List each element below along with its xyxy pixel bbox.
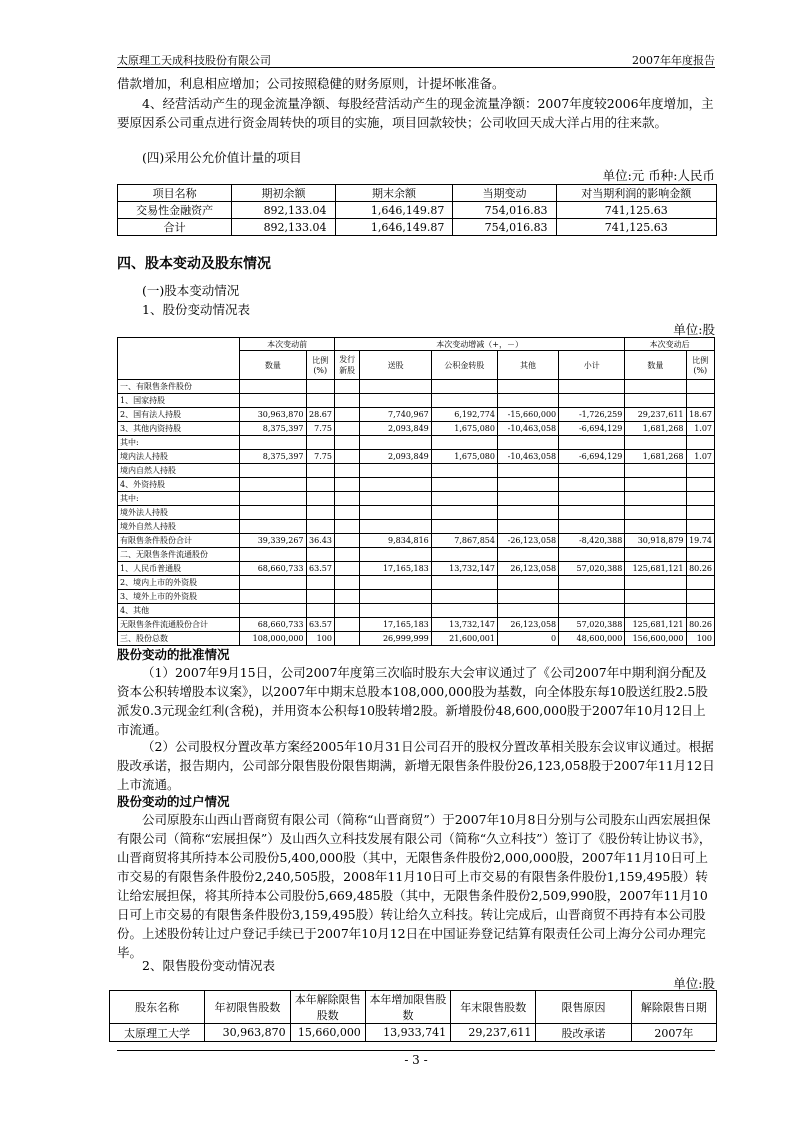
row-label: 3、其他内资持股 xyxy=(118,422,240,436)
table-row xyxy=(118,436,715,450)
cell: 29,237,611 xyxy=(451,1024,536,1042)
th-before: 本次变动前 xyxy=(240,338,335,351)
cell: 1,681,268 xyxy=(625,450,686,464)
transfer-title: 股份变动的过户情况 xyxy=(117,794,230,809)
cell xyxy=(431,492,497,506)
cell: 26,999,999 xyxy=(360,632,431,646)
header-company: 太原理工天成科技股份有限公司 xyxy=(117,54,271,67)
cell xyxy=(334,548,359,562)
table-row xyxy=(118,202,717,219)
para-top: 借款增加，利息相应增加；公司按照稳健的财务原则，计提坏帐准备。 xyxy=(117,76,505,91)
unit-label-1: 单位:元 币种:人民币 xyxy=(602,168,715,183)
th-new: 发行新股 xyxy=(334,351,359,380)
table-row xyxy=(118,562,715,576)
cell: 754,016.83 xyxy=(453,202,556,219)
cell xyxy=(431,604,497,618)
cell xyxy=(431,576,497,590)
row-label: 3、境外上市的外资股 xyxy=(118,590,240,604)
cell xyxy=(334,576,359,590)
cell xyxy=(334,590,359,604)
cell: 股改承诺 xyxy=(536,1024,631,1042)
cell: 合计 xyxy=(118,219,232,236)
cell xyxy=(306,520,334,534)
cell xyxy=(306,506,334,520)
cell: 2007年 xyxy=(631,1024,716,1042)
row-label: 无限售条件流通股份合计 xyxy=(118,618,240,632)
th-start: 年初限售股数 xyxy=(205,991,290,1024)
th-holder: 股东名称 xyxy=(110,991,205,1024)
cell xyxy=(240,576,306,590)
cell xyxy=(360,548,431,562)
th-bonus: 送股 xyxy=(360,351,431,380)
cell xyxy=(306,464,334,478)
cell xyxy=(306,604,334,618)
th-qty2: 数量 xyxy=(625,351,686,380)
cell xyxy=(240,548,306,562)
cell xyxy=(334,450,359,464)
cell xyxy=(559,492,625,506)
cell xyxy=(559,436,625,450)
approval-para-1: （1）2007年9月15日，公司2007年度第三次临时股东大会审议通过了《公司2007年中期利润分配及资本公积转增股本议案》，以2007年中期末总股本108,000,000股为基数，向全体股东每10股送红股2.5股派发0.3元现金红利(含税)，并用资本公积每10股转增2股。新增股份48,600,000股于2007年10月12日上市流通。 xyxy=(117,665,708,737)
cell xyxy=(497,394,558,408)
cell xyxy=(497,436,558,450)
restricted-share-table xyxy=(109,990,717,1042)
cell: 68,660,733 xyxy=(240,562,306,576)
cell: -26,123,058 xyxy=(497,534,558,548)
cell xyxy=(497,520,558,534)
section4-title: (四)采用公允价值计量的项目 xyxy=(142,150,302,165)
cell xyxy=(240,604,306,618)
approval-para-2: （2）公司股权分置改革方案经2005年10月31日公司召开的股权分置改革相关股东会议审议通过。根据股改承诺，报告期内，公司部分限售股份限售期满，新增无限售条件股份26,123,058股于2007年11月12日上市流通。 xyxy=(117,739,715,792)
cell: 36.43 xyxy=(306,534,334,548)
cell xyxy=(306,548,334,562)
table-row xyxy=(118,478,715,492)
cell xyxy=(334,604,359,618)
cell: 156,600,000 xyxy=(625,632,686,646)
cell xyxy=(686,478,715,492)
cell: 30,918,879 xyxy=(625,534,686,548)
share-change-table xyxy=(117,337,715,646)
row-label: 1、国家持股 xyxy=(118,394,240,408)
cell: -10,463,058 xyxy=(497,450,558,464)
th-reserve: 公积金转股 xyxy=(431,351,497,380)
cell xyxy=(360,506,431,520)
cell xyxy=(334,534,359,548)
header-report: 2007年年度报告 xyxy=(632,54,715,67)
cell: 13,732,147 xyxy=(431,618,497,632)
cell: 1.07 xyxy=(686,450,715,464)
cell xyxy=(334,618,359,632)
cell xyxy=(625,576,686,590)
cell xyxy=(497,380,558,394)
fair-value-table xyxy=(117,184,717,236)
table-row xyxy=(118,464,715,478)
row-label: 2、国有法人持股 xyxy=(118,408,240,422)
cell xyxy=(431,590,497,604)
cell xyxy=(686,380,715,394)
cell: 13,732,147 xyxy=(431,562,497,576)
cell: 125,681,121 xyxy=(625,618,686,632)
row-label: 4、外资持股 xyxy=(118,478,240,492)
cell xyxy=(306,394,334,408)
cell: 29,237,611 xyxy=(625,408,686,422)
cell xyxy=(431,394,497,408)
cell xyxy=(686,436,715,450)
row-label: 境外法人持股 xyxy=(118,506,240,520)
cell: -1,726,259 xyxy=(559,408,625,422)
table-row xyxy=(118,576,715,590)
table-row xyxy=(118,422,715,436)
cell: 17,165,183 xyxy=(360,618,431,632)
cell xyxy=(625,380,686,394)
th-blank xyxy=(118,338,240,380)
cell xyxy=(240,464,306,478)
cell xyxy=(625,548,686,562)
cell xyxy=(431,478,497,492)
row-label: 4、其他 xyxy=(118,604,240,618)
cell: -15,660,000 xyxy=(497,408,558,422)
cell xyxy=(559,380,625,394)
cell xyxy=(240,506,306,520)
main-section-title: 四、股本变动及股东情况 xyxy=(117,256,271,272)
cell xyxy=(360,520,431,534)
cell xyxy=(334,632,359,646)
cell xyxy=(686,520,715,534)
cell: 9,834,816 xyxy=(360,534,431,548)
cell: 892,133.04 xyxy=(232,202,335,219)
cell xyxy=(686,604,715,618)
cell: 100 xyxy=(306,632,334,646)
table-row xyxy=(118,534,715,548)
row-label: 其中: xyxy=(118,436,240,450)
cell xyxy=(431,380,497,394)
cell: 100 xyxy=(686,632,715,646)
cell xyxy=(431,436,497,450)
table-header-row xyxy=(110,991,717,1024)
row-label: 一、有限售条件股份 xyxy=(118,380,240,394)
cell: 754,016.83 xyxy=(453,219,556,236)
cell xyxy=(240,478,306,492)
row-label: 境内自然人持股 xyxy=(118,464,240,478)
cell: -10,463,058 xyxy=(497,422,558,436)
cell xyxy=(360,380,431,394)
group-header-row xyxy=(118,338,715,351)
cell: 28.67 xyxy=(306,408,334,422)
cell xyxy=(360,576,431,590)
th-item: 项目名称 xyxy=(118,185,232,202)
table-row xyxy=(118,394,715,408)
cell xyxy=(497,590,558,604)
page-header xyxy=(117,52,715,68)
cell: 68,660,733 xyxy=(240,618,306,632)
cell xyxy=(497,478,558,492)
cell xyxy=(360,590,431,604)
th-closing: 期末余额 xyxy=(335,185,453,202)
cell xyxy=(360,436,431,450)
cell xyxy=(431,506,497,520)
cell xyxy=(559,548,625,562)
cell xyxy=(559,604,625,618)
cell xyxy=(334,394,359,408)
table-row xyxy=(118,632,715,646)
cell: 108,000,000 xyxy=(240,632,306,646)
th-opening: 期初余额 xyxy=(232,185,335,202)
subsection-title: (一)股本变动情况 xyxy=(142,283,240,298)
th-impact: 对当期利润的影响金额 xyxy=(556,185,716,202)
cell xyxy=(334,562,359,576)
cell xyxy=(497,464,558,478)
table-row xyxy=(118,604,715,618)
cell xyxy=(306,380,334,394)
unit-label-3: 单位:股 xyxy=(673,976,715,991)
cell xyxy=(334,464,359,478)
cell xyxy=(360,604,431,618)
cell: 30,963,870 xyxy=(205,1024,290,1042)
cell xyxy=(559,506,625,520)
table-row xyxy=(118,590,715,604)
para-4: 4、经营活动产生的现金流量净额、每股经营活动产生的现金流量净额：2007年度较2006年度增加，主要原因系公司重点进行资金周转快的项目的实施，项目回款较快；公司收回天成大洋占用的往来款。 xyxy=(117,96,714,130)
cell: 太原理工大学 xyxy=(110,1024,205,1042)
cell: 48,600,000 xyxy=(559,632,625,646)
th-ratio: 比例(%) xyxy=(306,351,334,380)
cell: 1,675,080 xyxy=(431,422,497,436)
cell xyxy=(686,394,715,408)
cell xyxy=(334,422,359,436)
th-end: 年末限售股数 xyxy=(451,991,536,1024)
cell: 交易性金融资产 xyxy=(118,202,232,219)
cell xyxy=(240,380,306,394)
transfer-para: 公司原股东山西山晋商贸有限公司（简称“山晋商贸”）于2007年10月8日分别与公司股东山西宏展担保有限公司（简称“宏展担保”）及山西久立科技发展有限公司（简称“久立科技”）签订了《股份转让协议书》，山晋商贸将其所持本公司股份5,400,000股（其中，无限售条件股份2,000,000股，2007年11月10日可上市交易的有限售条件股份2,240,505股，2008年11月10日可上市交易的有限售条件股份1,159,495股）转让给宏展担保，将其所持本公司股份5,669,485股（其中，无限售条件股份2,509,990股，2007年11月10日可上市交易的有限售条件股份3,159,495股）转让给久立科技。转让完成后，山晋商贸不再持有本公司股份。上述股份转让过户登记手续已于2007年10月12日在中国证券登记结算有限责任公司上海分公司办理完毕。 xyxy=(117,812,712,960)
cell xyxy=(686,576,715,590)
cell xyxy=(360,464,431,478)
cell: 15,660,000 xyxy=(290,1024,365,1042)
cell: 1,681,268 xyxy=(625,422,686,436)
cell: 30,963,870 xyxy=(240,408,306,422)
cell: -6,694,129 xyxy=(559,450,625,464)
cell: 892,133.04 xyxy=(232,219,335,236)
table-row xyxy=(118,548,715,562)
cell: 18.67 xyxy=(686,408,715,422)
row-label: 二、无限售条件流通股份 xyxy=(118,548,240,562)
cell: 26,123,058 xyxy=(497,618,558,632)
cell: 2,093,849 xyxy=(360,422,431,436)
row-label: 其中: xyxy=(118,492,240,506)
table-row xyxy=(118,520,715,534)
cell xyxy=(240,436,306,450)
row-label: 有限售条件股份合计 xyxy=(118,534,240,548)
cell xyxy=(334,408,359,422)
th-change: 本次变动增减（+，－） xyxy=(334,338,624,351)
cell: 2,093,849 xyxy=(360,450,431,464)
cell xyxy=(431,464,497,478)
cell: 1.07 xyxy=(686,422,715,436)
cell xyxy=(334,520,359,534)
th-after: 本次变动后 xyxy=(625,338,715,351)
cell: 1,675,080 xyxy=(431,450,497,464)
cell xyxy=(431,548,497,562)
cell: 6,192,774 xyxy=(431,408,497,422)
table-row xyxy=(118,506,715,520)
unit-label-2: 单位:股 xyxy=(673,322,715,337)
th-other: 其他 xyxy=(497,351,558,380)
cell xyxy=(625,394,686,408)
cell xyxy=(686,548,715,562)
cell xyxy=(360,478,431,492)
cell: 7.75 xyxy=(306,422,334,436)
cell xyxy=(334,478,359,492)
cell: 1,646,149.87 xyxy=(335,219,453,236)
cell xyxy=(306,492,334,506)
cell xyxy=(559,394,625,408)
cell xyxy=(686,590,715,604)
cell xyxy=(625,464,686,478)
table-row xyxy=(118,492,715,506)
subsection-title-3: 2、限售股份变动情况表 xyxy=(142,958,275,973)
cell xyxy=(497,604,558,618)
th-date: 解除限售日期 xyxy=(631,991,716,1024)
cell: 80.26 xyxy=(686,562,715,576)
cell xyxy=(497,548,558,562)
th-change: 当期变动 xyxy=(453,185,556,202)
cell: 39,339,267 xyxy=(240,534,306,548)
cell: 57,020,388 xyxy=(559,618,625,632)
cell xyxy=(240,394,306,408)
cell: 19.74 xyxy=(686,534,715,548)
cell xyxy=(686,506,715,520)
th-subtotal: 小计 xyxy=(559,351,625,380)
cell xyxy=(306,590,334,604)
cell: 741,125.63 xyxy=(556,219,716,236)
cell xyxy=(240,590,306,604)
cell xyxy=(497,492,558,506)
cell: 741,125.63 xyxy=(556,202,716,219)
cell: 8,375,397 xyxy=(240,422,306,436)
cell xyxy=(306,478,334,492)
cell xyxy=(625,436,686,450)
cell: 1,646,149.87 xyxy=(335,202,453,219)
cell: 7,867,854 xyxy=(431,534,497,548)
cell xyxy=(306,576,334,590)
cell: -6,694,129 xyxy=(559,422,625,436)
table-row xyxy=(118,380,715,394)
cell xyxy=(625,604,686,618)
cell: 26,123,058 xyxy=(497,562,558,576)
cell xyxy=(360,492,431,506)
cell xyxy=(625,520,686,534)
row-label: 1、人民币普通股 xyxy=(118,562,240,576)
cell: 7.75 xyxy=(306,450,334,464)
cell xyxy=(559,520,625,534)
cell xyxy=(686,492,715,506)
cell xyxy=(625,492,686,506)
cell xyxy=(240,520,306,534)
cell xyxy=(686,464,715,478)
table-row xyxy=(118,450,715,464)
cell xyxy=(559,478,625,492)
cell: 125,681,121 xyxy=(625,562,686,576)
table-row xyxy=(118,408,715,422)
table-row xyxy=(110,1024,717,1042)
cell xyxy=(431,520,497,534)
cell xyxy=(497,576,558,590)
cell xyxy=(334,436,359,450)
cell: 0 xyxy=(497,632,558,646)
cell: 63.57 xyxy=(306,562,334,576)
cell xyxy=(559,464,625,478)
cell: 17,165,183 xyxy=(360,562,431,576)
cell: 57,020,388 xyxy=(559,562,625,576)
row-label: 境外自然人持股 xyxy=(118,520,240,534)
th-reason: 限售原因 xyxy=(536,991,631,1024)
cell xyxy=(625,590,686,604)
table-row xyxy=(118,219,717,236)
cell: 13,933,741 xyxy=(365,1024,450,1042)
row-label: 2、境内上市的外资股 xyxy=(118,576,240,590)
th-added: 本年增加限售股数 xyxy=(365,991,450,1024)
table-header-row xyxy=(118,185,717,202)
cell xyxy=(497,506,558,520)
approval-title: 股份变动的批准情况 xyxy=(117,647,230,662)
cell: 21,600,001 xyxy=(431,632,497,646)
cell xyxy=(334,380,359,394)
cell: 63.57 xyxy=(306,618,334,632)
cell xyxy=(334,506,359,520)
cell xyxy=(306,436,334,450)
cell: 8,375,397 xyxy=(240,450,306,464)
cell xyxy=(625,506,686,520)
th-released: 本年解除限售股数 xyxy=(290,991,365,1024)
page-number: - 3 - xyxy=(117,1050,715,1067)
cell: 80.26 xyxy=(686,618,715,632)
th-ratio2: 比例(%) xyxy=(686,351,715,380)
cell xyxy=(360,394,431,408)
cell xyxy=(625,478,686,492)
row-label: 三、股份总数 xyxy=(118,632,240,646)
cell: 7,740,967 xyxy=(360,408,431,422)
th-qty: 数量 xyxy=(240,351,306,380)
subsection-title-2: 1、股份变动情况表 xyxy=(142,302,250,317)
cell xyxy=(559,576,625,590)
row-label: 境内法人持股 xyxy=(118,450,240,464)
cell xyxy=(334,492,359,506)
cell xyxy=(559,590,625,604)
cell: -8,420,388 xyxy=(559,534,625,548)
table-row xyxy=(118,618,715,632)
cell xyxy=(240,492,306,506)
